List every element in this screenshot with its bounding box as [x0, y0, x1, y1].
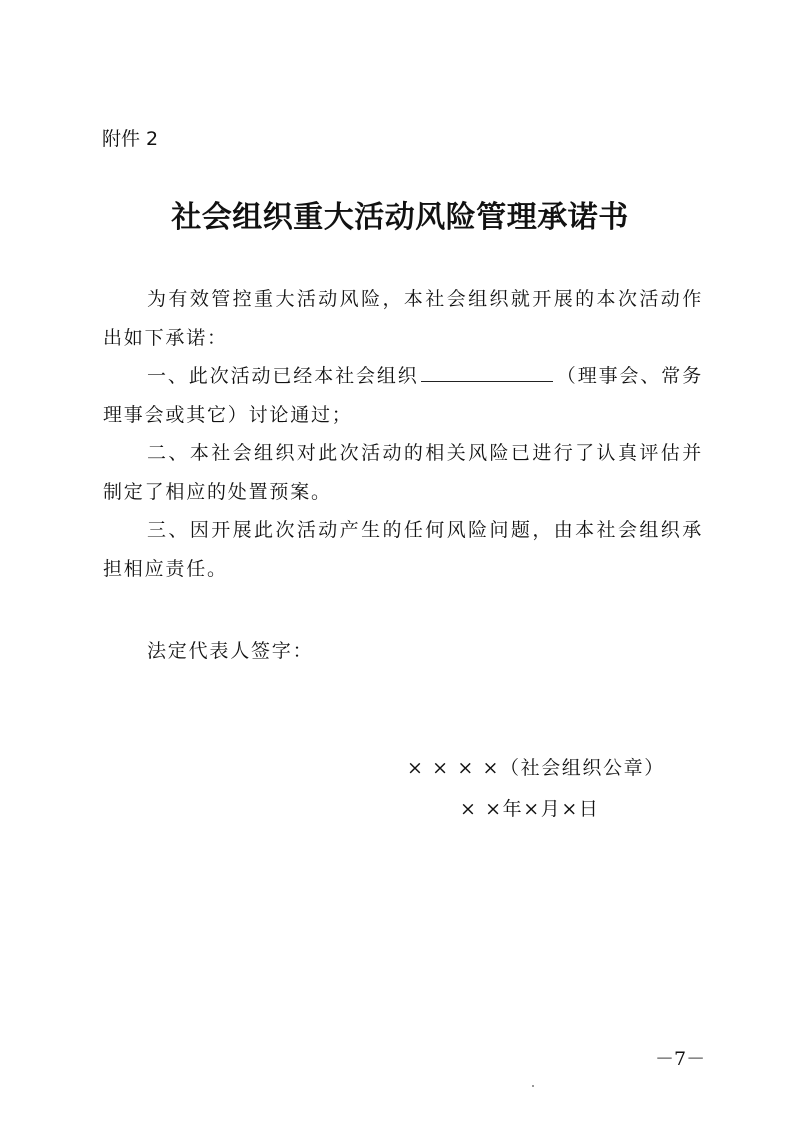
document-body	[103, 280, 703, 588]
commitment-item-1-start: 一、此次活动已经本社会组织	[147, 365, 419, 387]
organization-seal-line: × × × ×（社会组织公章）	[407, 757, 665, 779]
intro-paragraph: 为有效管控重大活动风险，本社会组织就开展的本次活动作出如下承诺：	[103, 288, 703, 349]
signature-label: 法定代表人签字：	[147, 640, 314, 662]
document-title: 社会组织重大活动风险管理承诺书	[171, 200, 629, 235]
commitment-item-1-end: （理事会、常务理事会或其它）讨论通过；	[103, 365, 703, 426]
fill-in-blank	[421, 362, 553, 382]
commitment-item-1	[103, 357, 703, 434]
date-line: × ×年×月×日	[460, 798, 600, 820]
scan-artifact-dot	[532, 1085, 534, 1087]
attachment-label: 附件 2	[102, 128, 159, 150]
commitment-item-3: 三、因开展此次活动产生的任何风险问题，由本社会组织承担相应责任。	[103, 519, 703, 580]
commitment-item-2: 二、本社会组织对此次活动的相关风险已进行了认真评估并制定了相应的处置预案。	[103, 442, 703, 503]
page-number: －7－	[655, 1048, 706, 1070]
